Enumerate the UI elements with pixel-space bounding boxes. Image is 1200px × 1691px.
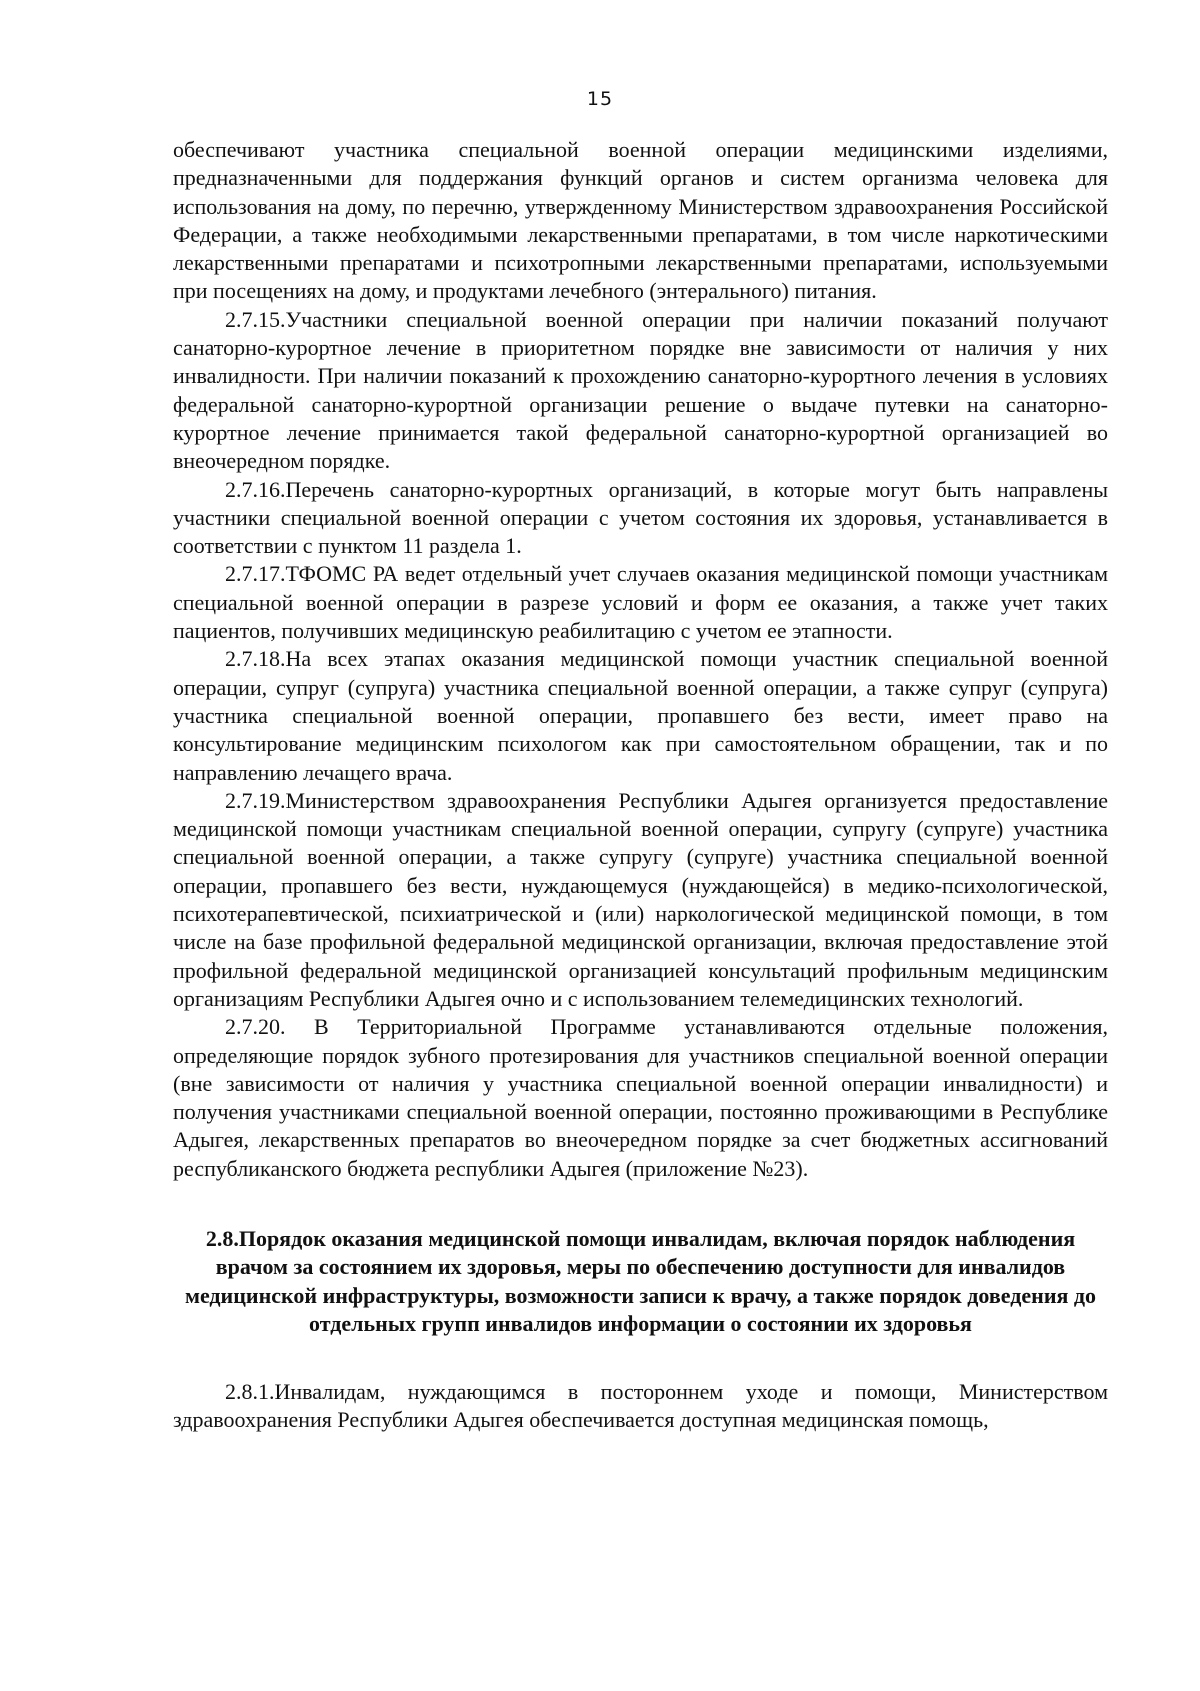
paragraph-2-7-18: 2.7.18.На всех этапах оказания медицинской помощи участник специальной военной операции, супруг (супруга) участника специальной военной операции, а также супруг (супруга) участника специальной военной операции, пропавшего без вести, имеет право на консультирование медицинским психологом как при самостоятельном обращении, так и по направлению лечащего врача. [173,646,1108,785]
page-number: 15 [586,88,614,110]
paragraph-2-8-1: 2.8.1.Инвалидам, нуждающимся в постороннем уходе и помощи, Министерством здравоохранения Республики Адыгея обеспечивается доступная медицинская помощь, [173,1379,1108,1433]
paragraph-2-7-17: 2.7.17.ТФОМС РА ведет отдельный учет случаев оказания медицинской помощи участникам специальной военной операции в разрезе условий и форм ее оказания, а также учет таких пациентов, получивших медицинскую реабилитацию с учетом ее этапности. [173,561,1108,644]
paragraph-2-7-20: 2.7.20. В Территориальной Программе устанавливаются отдельные положения, определяющие порядок зубного протезирования для участников специальной военной операции (вне зависимости от наличия у участника специальной военной операции инвалидности) и получения участниками специальной военной операции, постоянно проживающими в Республике Адыгея, лекарственных препаратов во внеочередном порядке за счет бюджетных ассигнований республиканского бюджета республики Адыгея (приложение №23). [173,1014,1108,1181]
paragraph-continuation: обеспечивают участника специальной военной операции медицинскими изделиями, предназначенными для поддержания функций органов и систем организма человека для использования на дому, по перечню, утвержденному Министерством здравоохранения Российской Федерации, а также необходимыми лекарственными препаратами, в том числе наркотическими лекарственными препаратами и психотропными лекарственными препаратами, используемыми при посещениях на дому, и продуктами лечебного (энтерального) питания. [173,137,1108,304]
paragraph-2-7-16: 2.7.16.Перечень санаторно-курортных организаций, в которые могут быть направлены участники специальной военной операции с учетом состояния их здоровья, устанавливается в соответствии с пунктом 11 раздела 1. [173,476,1108,559]
document-body [173,136,1108,1435]
paragraph-2-7-15: 2.7.15.Участники специальной военной операции при наличии показаний получают санаторно-курортное лечение в приоритетном порядке вне зависимости от наличия у них инвалидности. При наличии показаний к прохождению санаторно-курортного лечения в условиях федеральной санаторно-курортной организации решение о выдаче путевки на санаторно-курортное лечение принимается такой федеральной санаторно-курортной организацией во внеочередном порядке. [173,306,1108,474]
paragraph-2-7-19: 2.7.19.Министерством здравоохранения Республики Адыгея организуется предоставление медицинской помощи участникам специальной военной операции, супругу (супруге) участника специальной военной операции, а также супругу (супруге) участника специальной военной операции, пропавшего без вести, нуждающемуся (нуждающейся) в медико-психологической, психотерапевтической, психиатрической и (или) наркологической медицинской помощи, в том числе на базе профильной федеральной медицинской организации, включая предоставление этой профильной федеральной медицинской организацией консультаций профильным медицинским организациям Республики Адыгея очно и с использованием телемедицинских технологий. [173,787,1108,1011]
section-heading-2-8: 2.8.Порядок оказания медицинской помощи инвалидам, включая порядок наблюдения врачом за состоянием их здоровья, меры по обеспечению доступности для инвалидов медицинской инфраструктуры, возможности записи к врачу, а также порядок доведения до отдельных групп инвалидов информации о состоянии их здоровья [184,1225,1097,1336]
